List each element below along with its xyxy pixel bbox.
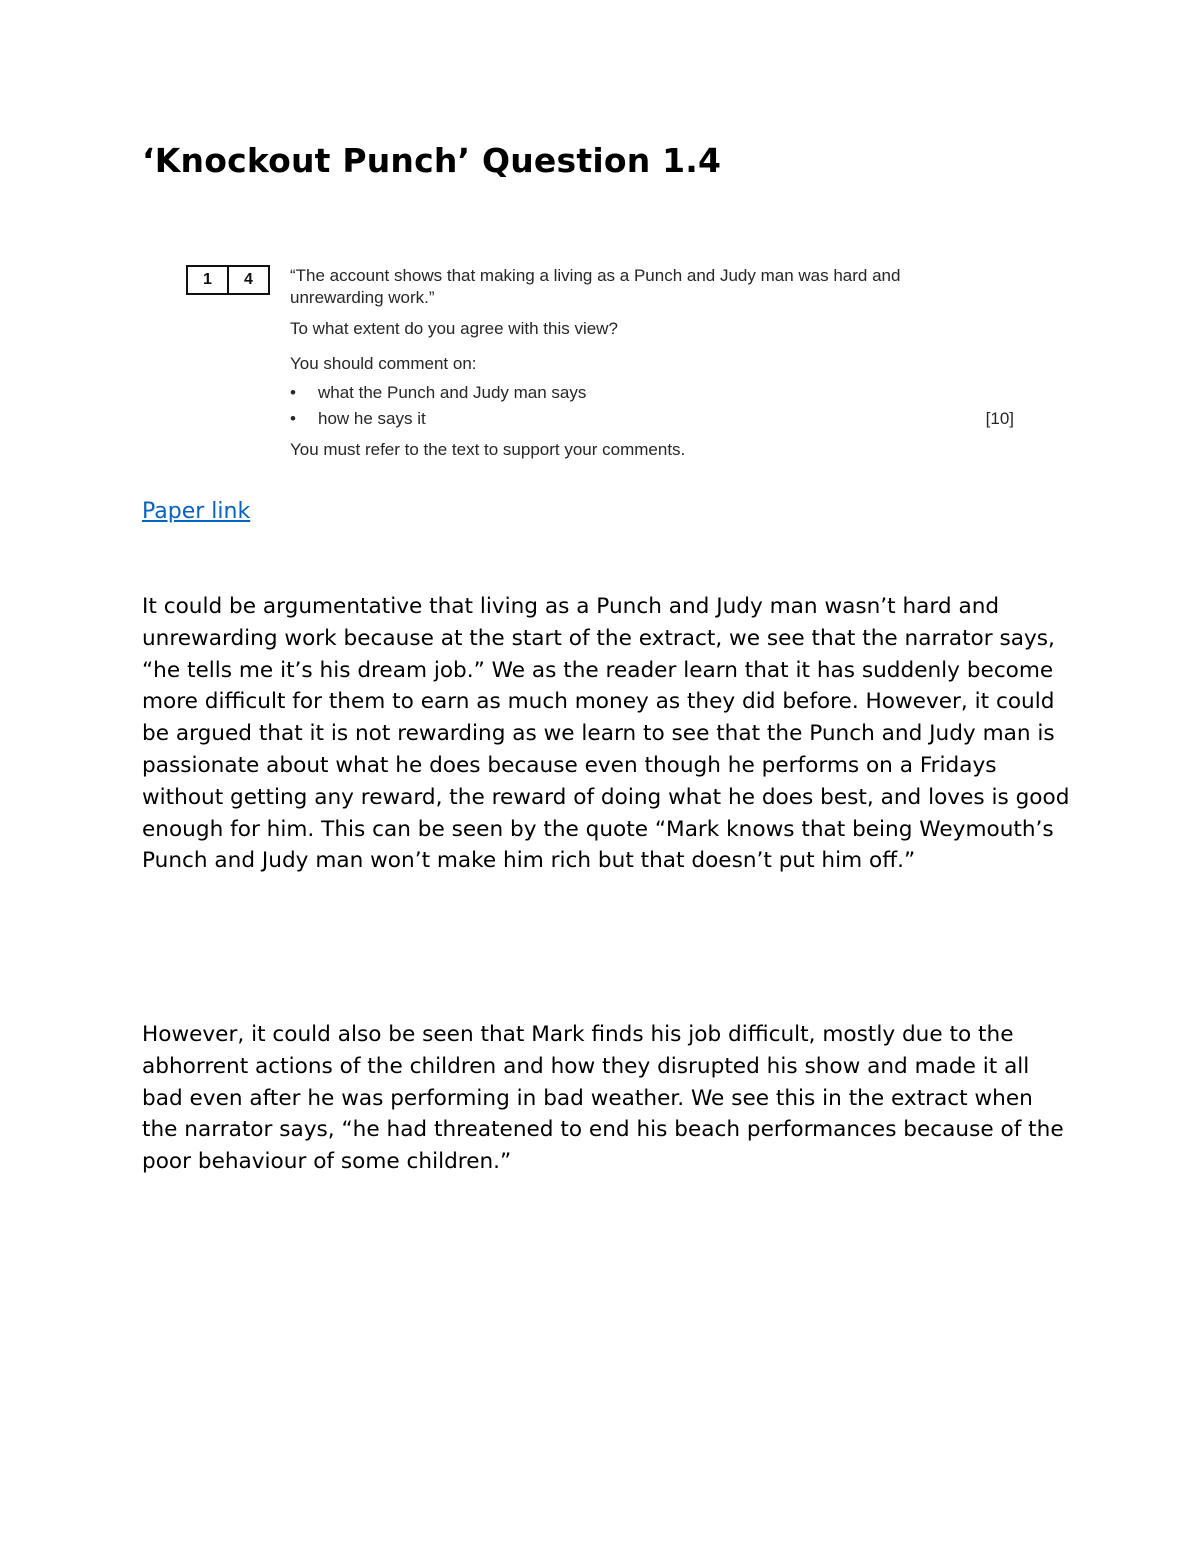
bullet-icon: • — [290, 409, 296, 428]
paper-link[interactable]: Paper link — [142, 499, 251, 524]
page-title: ‘Knockout Punch’ Question 1.4 — [142, 141, 722, 180]
question-number-box — [186, 265, 270, 295]
bullet-text: what the Punch and Judy man says — [318, 383, 587, 402]
question-instruction: You must refer to the text to support your comments. — [290, 440, 686, 459]
question-statement-line-2: unrewarding work.” — [290, 288, 435, 307]
question-image — [186, 262, 1026, 467]
bullet-item — [290, 408, 426, 430]
answer-paragraph-2: However, it could also be seen that Mark finds his job difficult, mostly due to the abhorrent actions of the children and how they disrupted his show and made it all bad even after he was performing in bad weather. We see this in the extract when the narrator says, “he had threatened to end his beach performances because of the poor behaviour of some children.” — [142, 1022, 1064, 1175]
bullet-text: how he says it — [318, 409, 426, 428]
bullet-icon: • — [290, 383, 296, 402]
bullet-item — [290, 382, 586, 404]
question-prompt: To what extent do you agree with this view? — [290, 319, 618, 338]
question-marks: [10] — [985, 409, 1014, 428]
comment-intro: You should comment on: — [290, 354, 477, 373]
answer-paragraph-1: It could be argumentative that living as a Punch and Judy man wasn’t hard and unrewarding work because at the start of the extract, we see that the narrator says, “he tells me it’s his dream job.” We as the reader learn that it has suddenly become more difficult for them to earn as much money as they did before. However, it could be argued that it is not rewarding as we learn to see that the Punch and Judy man is passionate about what he does because even though he performs on a Fridays without getting any reward, the reward of doing what he does best, and loves is good enough for him. This can be seen by the quote “Mark knows that being Weymouth’s Punch and Judy man won’t make him rich but that doesn’t put him off.” — [142, 594, 1070, 874]
question-number-digit: 4 — [227, 267, 268, 293]
question-number-digit: 1 — [203, 271, 212, 288]
question-statement-line-1: “The account shows that making a living as a Punch and Judy man was hard and — [290, 266, 901, 285]
